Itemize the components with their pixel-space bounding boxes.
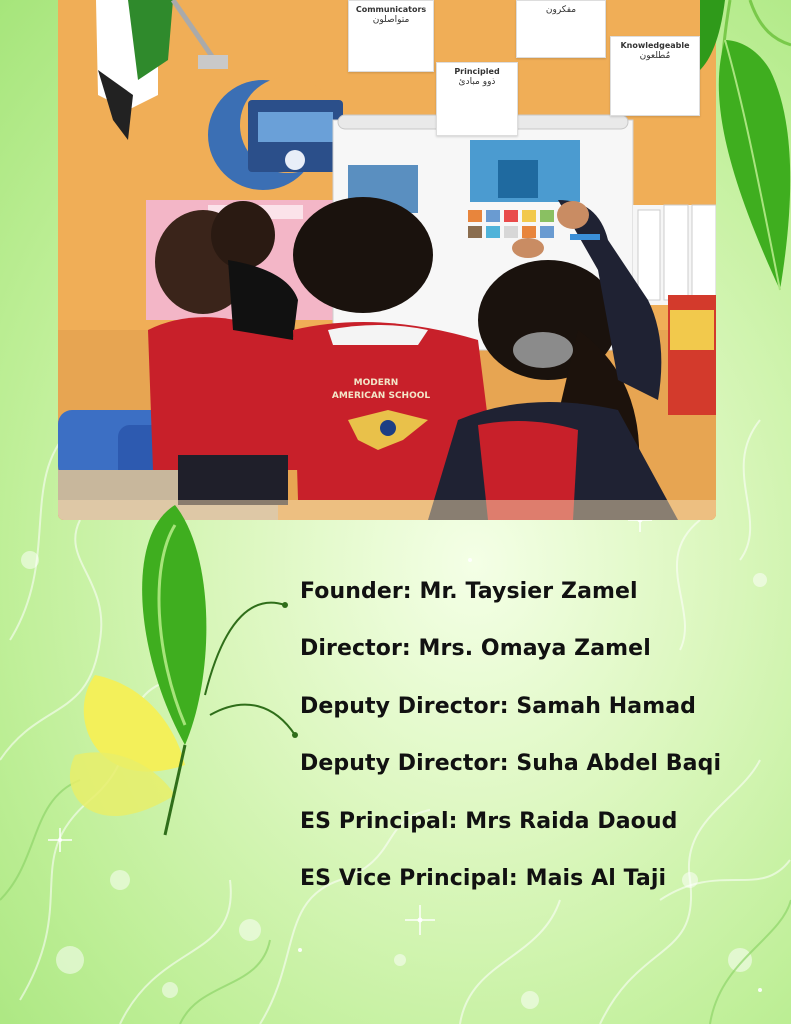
staff-line-es-principal: ES Principal: Mrs Raida Daoud [300,808,678,834]
staff-line-founder: Founder: Mr. Taysier Zamel [300,579,638,604]
poster-thinkers [516,0,606,58]
classroom-photo [58,0,716,520]
poster-communicators [348,0,434,72]
poster-title: Knowledgeable [620,41,690,50]
poster-title: Communicators [355,5,427,14]
poster-arabic: متواصلون [372,15,410,25]
shirt-text-line2: AMERICAN SCHOOL [331,391,431,401]
staff-line-deputy-director-1: Deputy Director: Samah Hamad [300,693,697,719]
poster-arabic: مفكرون [545,5,577,15]
poster-arabic: ذوو مبادئ [458,77,496,87]
staff-line-deputy-director-2: Deputy Director: Suha Abdel Baqi [300,751,722,777]
shirt-text-line1: MODERN [353,378,399,388]
poster-title: Principled [454,67,500,76]
poster-principled [436,62,518,136]
staff-line-director: Director: Mrs. Omaya Zamel [300,636,651,662]
leaf-icon [700,0,791,300]
staff-list [300,575,780,919]
staff-line-es-vice-principal: ES Vice Principal: Mais Al Taji [300,865,667,891]
butterfly-icon [55,495,305,855]
poster-knowledgeable [610,36,700,116]
poster-arabic: مُطلعون [639,51,671,61]
